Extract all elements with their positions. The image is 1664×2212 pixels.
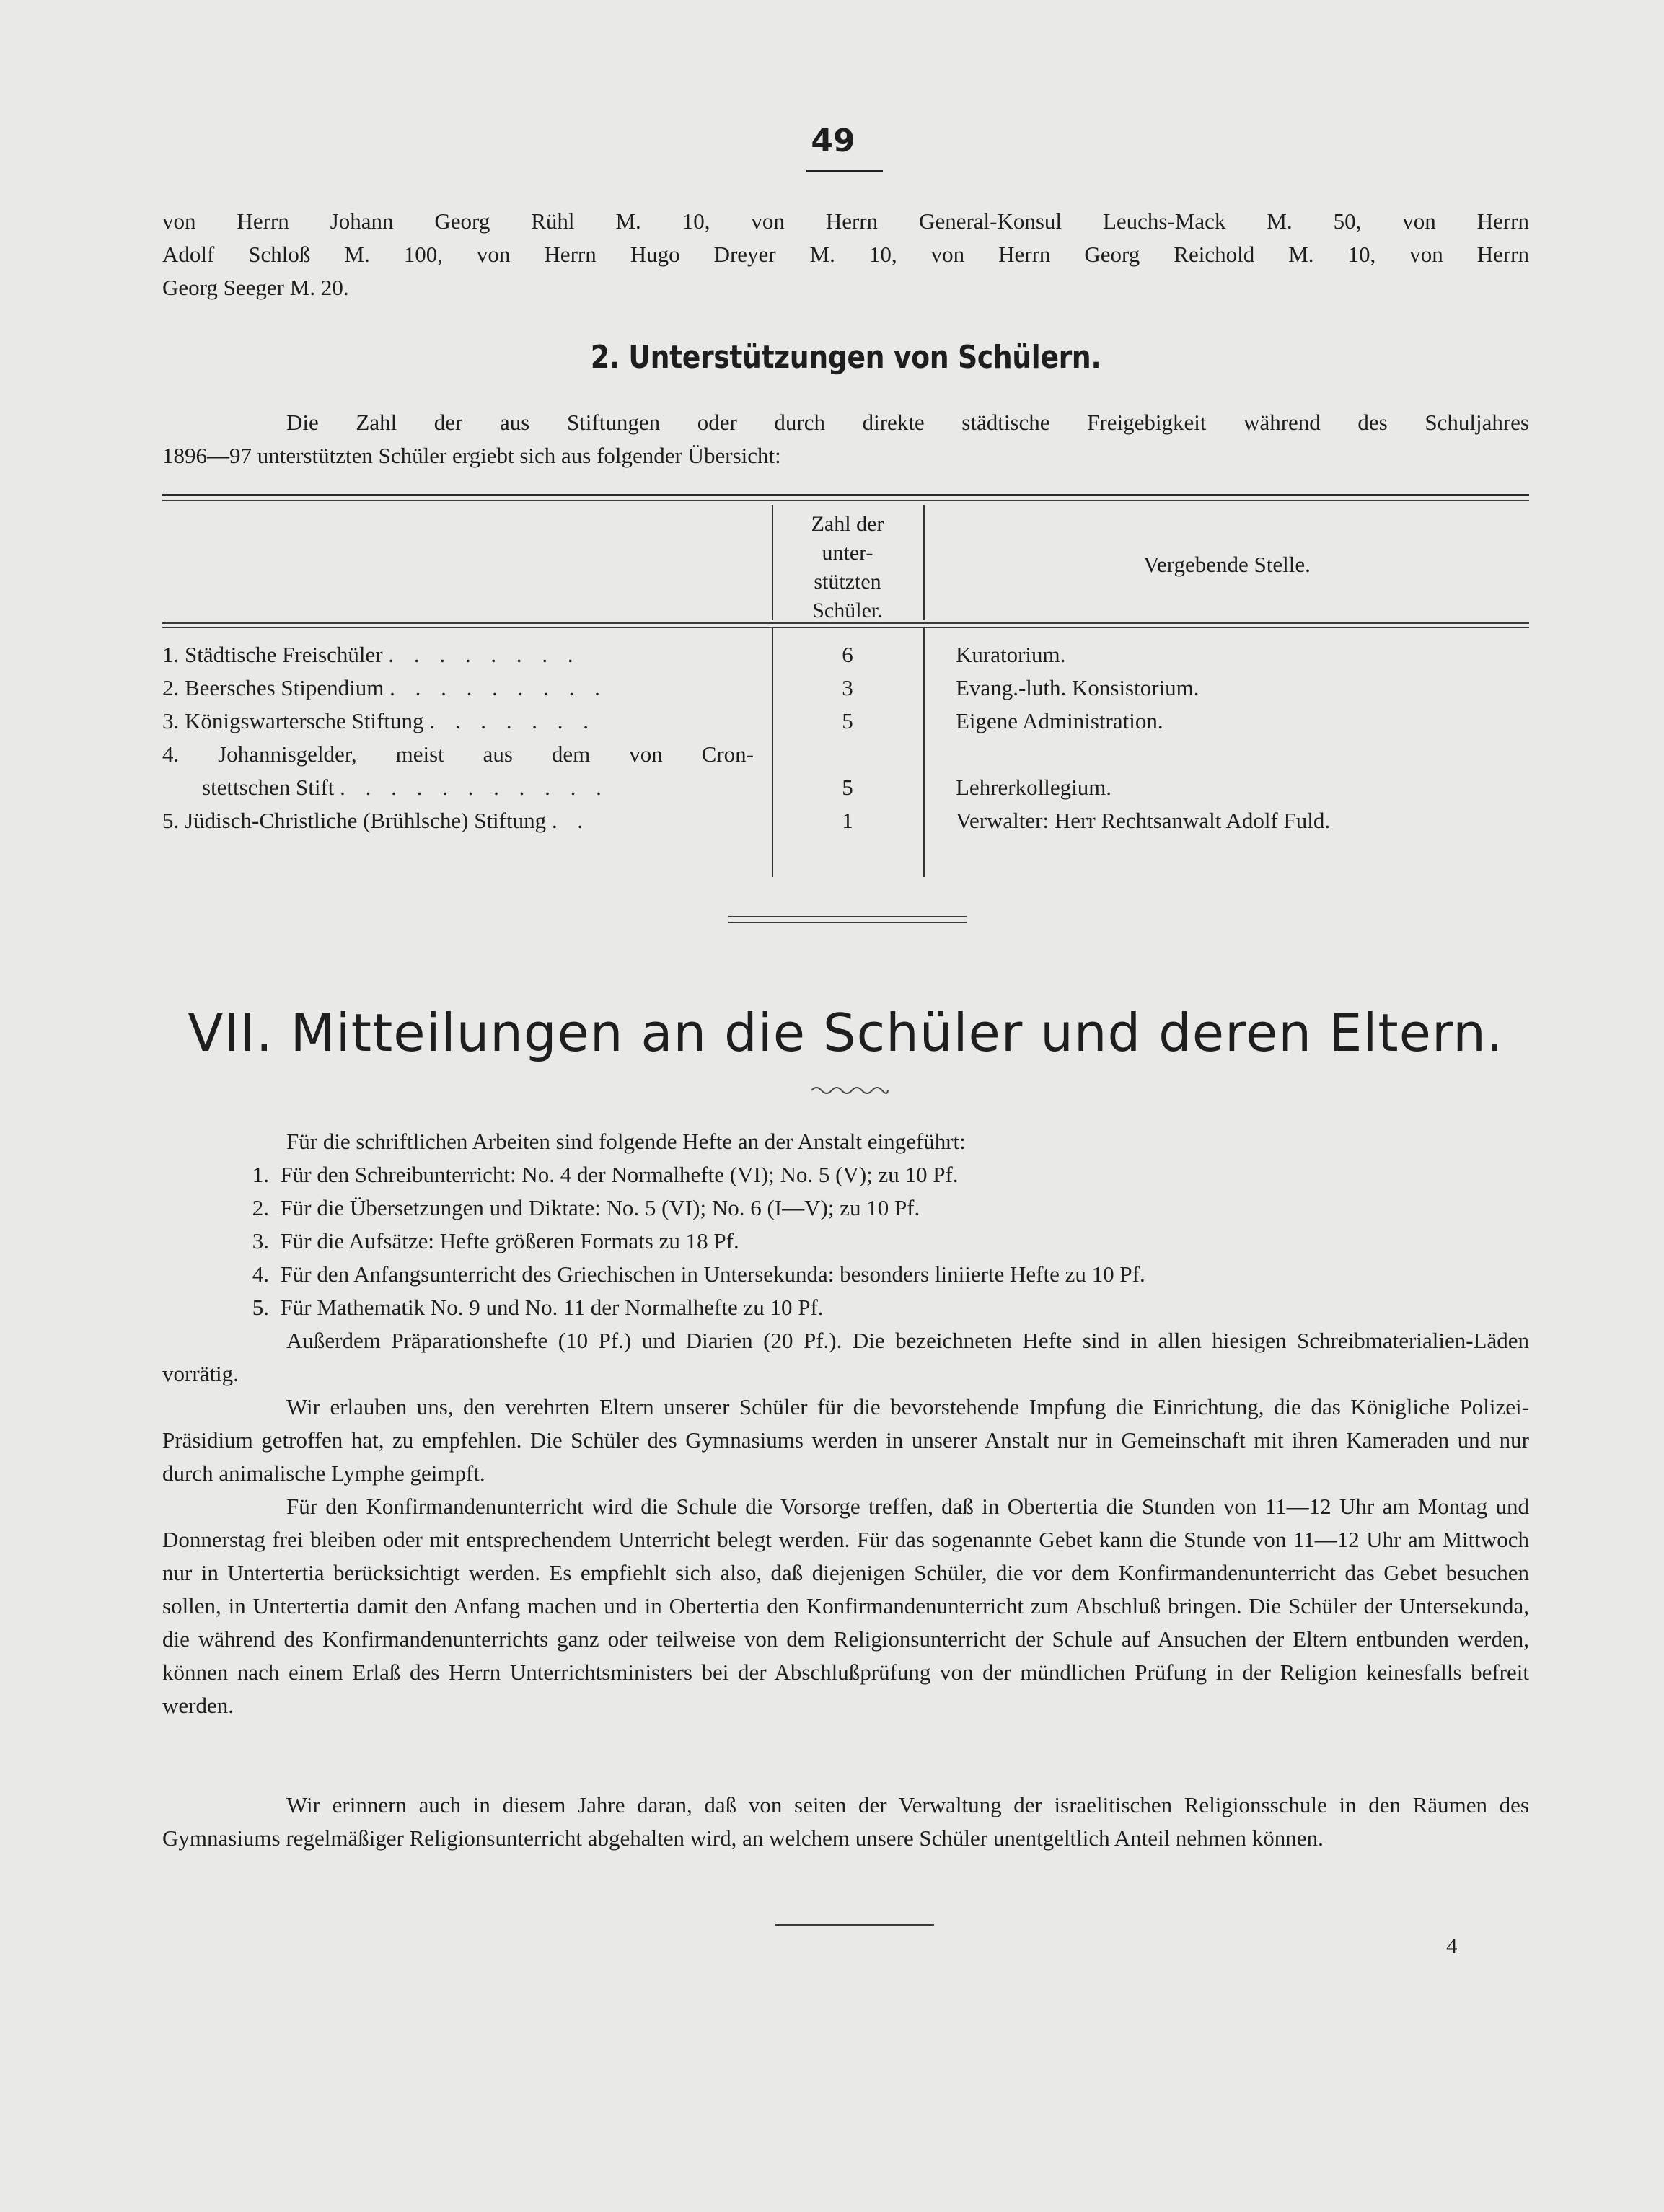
row-count: 5	[842, 775, 853, 800]
table-row	[162, 705, 596, 738]
donations-line: Georg Seeger M. 20.	[162, 275, 349, 300]
list-text: Für den Anfangsunterricht des Griechischen in Untersekunda: besonders liniierte Hefte zu 10 Pf.	[280, 1261, 1145, 1287]
list-number: 4.	[252, 1261, 269, 1287]
row-office: Evang.-luth. Konsistorium.	[956, 675, 1199, 700]
row-count: 1	[842, 808, 853, 833]
header-office: Vergebende Stelle.	[1143, 552, 1311, 577]
table-top-rule	[162, 494, 1529, 496]
donations-paragraph	[162, 205, 1529, 304]
row-label: 4. Johannisgelder, meist aus dem von Cron-	[162, 741, 754, 767]
table-row	[162, 671, 607, 705]
donations-line: Adolf Schloß M. 100, von Herrn Hugo Dreyer M. 10, von Herrn Georg Reichold M. 10, von Herrn	[162, 242, 1529, 267]
row-dots: . . . . . . . . . . .	[340, 775, 609, 800]
paragraph-vaccination: Wir erlauben uns, den verehrten Eltern unserer Schüler für die bevorstehende Impfung die Einrichtung, die das Königliche Polizei-Präsidium getroffen hat, zu empfehlen. Die Schüler des Gymnasiums werden in unserer Anstalt nur in Gemeinschaft mit ihren Kameraden und nur durch animalische Lymphe geimpft.	[162, 1394, 1529, 1486]
list-item	[162, 1225, 1529, 1258]
list-number: 5.	[252, 1295, 269, 1320]
separator-rule	[728, 916, 967, 917]
header-rule	[162, 627, 1529, 628]
row-count: 6	[842, 642, 853, 667]
row-dots: . . . . . . . . .	[389, 675, 607, 700]
page-number: 49	[811, 123, 855, 159]
list-text: Für den Schreibunterricht: No. 4 der Normalhefte (VI); No. 5 (V); zu 10 Pf.	[280, 1162, 959, 1187]
donations-line: von Herrn Johann Georg Rühl M. 10, von Herrn General-Konsul Leuchs-Mack M. 50, von Herrn	[162, 208, 1529, 234]
separator-rule	[728, 922, 967, 923]
header-rule	[162, 622, 1529, 624]
intro-line: 1896—97 unterstützten Schüler ergiebt sich aus folgender Übersicht:	[162, 443, 781, 468]
row-office: Kuratorium.	[956, 642, 1066, 667]
row-office: Lehrerkollegium.	[956, 775, 1112, 800]
header-count-line: stützten	[814, 570, 881, 594]
section-heading: 2. Unterstützungen von Schülern.	[590, 339, 1101, 376]
chapter-title: VII. Mitteilungen an die Schüler und deren Eltern.	[188, 1003, 1504, 1063]
notebooks-intro	[162, 1125, 1529, 1158]
row-count: 5	[842, 708, 853, 733]
header-count-line: Schüler.	[812, 599, 883, 622]
row-count: 3	[842, 675, 853, 700]
list-text: Für die Aufsätze: Hefte größeren Formats zu 18 Pf.	[280, 1228, 739, 1253]
header-count	[772, 510, 923, 625]
list-item	[162, 1291, 1529, 1324]
notebooks-intro-text: Für die schriftlichen Arbeiten sind folgende Hefte an der Anstalt eingeführt:	[286, 1129, 966, 1154]
list-number: 3.	[252, 1228, 269, 1253]
row-label: 5. Jüdisch-Christliche (Brühlsche) Stiftung	[162, 808, 547, 833]
list-number: 1.	[252, 1162, 269, 1187]
list-item	[162, 1258, 1529, 1291]
table-row	[202, 771, 609, 804]
table-row	[162, 738, 754, 771]
support-table	[162, 494, 1529, 876]
row-label: 3. Königswartersche Stiftung	[162, 708, 424, 733]
paragraph-notebooks: Außerdem Präparationshefte (10 Pf.) und Diarien (20 Pf.). Die bezeichneten Hefte sind in allen hiesigen Schreibmaterialien-Läden vorrätig.	[162, 1328, 1529, 1386]
paragraph-confirmation: Für den Konfirmandenunterricht wird die Schule die Vorsorge treffen, daß in Obertertia die Stunden von 11—12 Uhr am Montag und Donnerstag frei bleiben oder mit entsprechendem Unterricht belegt werden. Für das sogenannte Gebet kann die Stunde von 11—12 Uhr am Mittwoch nur in Untertertia berücksichtigt werden. Es empfiehlt sich also, daß diejenigen Schüler, die vor dem Konfirmandenunterricht das Gebet besuchen sollen, in Untertertia damit den Anfang machen und in Obertertia den Konfirmandenunterricht zum Abschluß bringen. Die Schüler der Untersekunda, die während des Konfirmandenunterrichts ganz oder teilweise von dem Religionsunterricht der Schule auf Ansuchen der Eltern entbunden werden, können nach einem Erlaß des Herrn Unterrichtsministers bei der Abschlußprüfung von der mündlichen Prüfung in der Religion keinesfalls befreit werden.	[162, 1494, 1529, 1718]
list-text: Für Mathematik No. 9 und No. 11 der Normalhefte zu 10 Pf.	[280, 1295, 824, 1320]
row-label: 2. Beersches Stipendium	[162, 675, 384, 700]
list-text: Für die Übersetzungen und Diktate: No. 5 (VI); No. 6 (I—V); zu 10 Pf.	[280, 1195, 920, 1220]
row-dots: . . . . . . .	[429, 708, 596, 733]
paragraph-religion-school: Wir erinnern auch in diesem Jahre daran, daß von seiten der Verwaltung der israelitischen Religionsschule in den Räumen des Gymnasiums regelmäßiger Religionsunterricht abgehalten wird, an welchem unsere Schüler unentgeltlich Anteil nehmen können.	[162, 1792, 1529, 1851]
row-label: 1. Städtische Freischüler	[162, 642, 383, 667]
header-count-line: Zahl der	[811, 512, 884, 536]
table-top-rule-thin	[162, 500, 1529, 501]
intro-line: Die Zahl der aus Stiftungen oder durch direkte städtische Freigebigkeit während des Schuljahres	[286, 410, 1529, 435]
wave-ornament-icon	[810, 1085, 889, 1096]
header-count-line: unter-	[822, 541, 873, 565]
closing-rule	[775, 1924, 934, 1926]
notebooks-list	[162, 1158, 1529, 1324]
list-item	[162, 1191, 1529, 1225]
row-dots: . . . . . . . .	[388, 642, 581, 667]
row-office: Verwalter: Herr Rechtsanwalt Adolf Fuld.	[956, 808, 1331, 833]
row-office: Eigene Administration.	[956, 708, 1163, 733]
table-row	[162, 804, 590, 837]
page-number-underline	[806, 170, 883, 172]
intro-paragraph	[162, 406, 1529, 472]
list-number: 2.	[252, 1195, 269, 1220]
table-row	[162, 638, 581, 671]
list-item	[162, 1158, 1529, 1191]
row-dots: . .	[551, 808, 591, 833]
signature-mark: 4	[1446, 1933, 1458, 1958]
row-label: stettschen Stift	[202, 775, 335, 800]
